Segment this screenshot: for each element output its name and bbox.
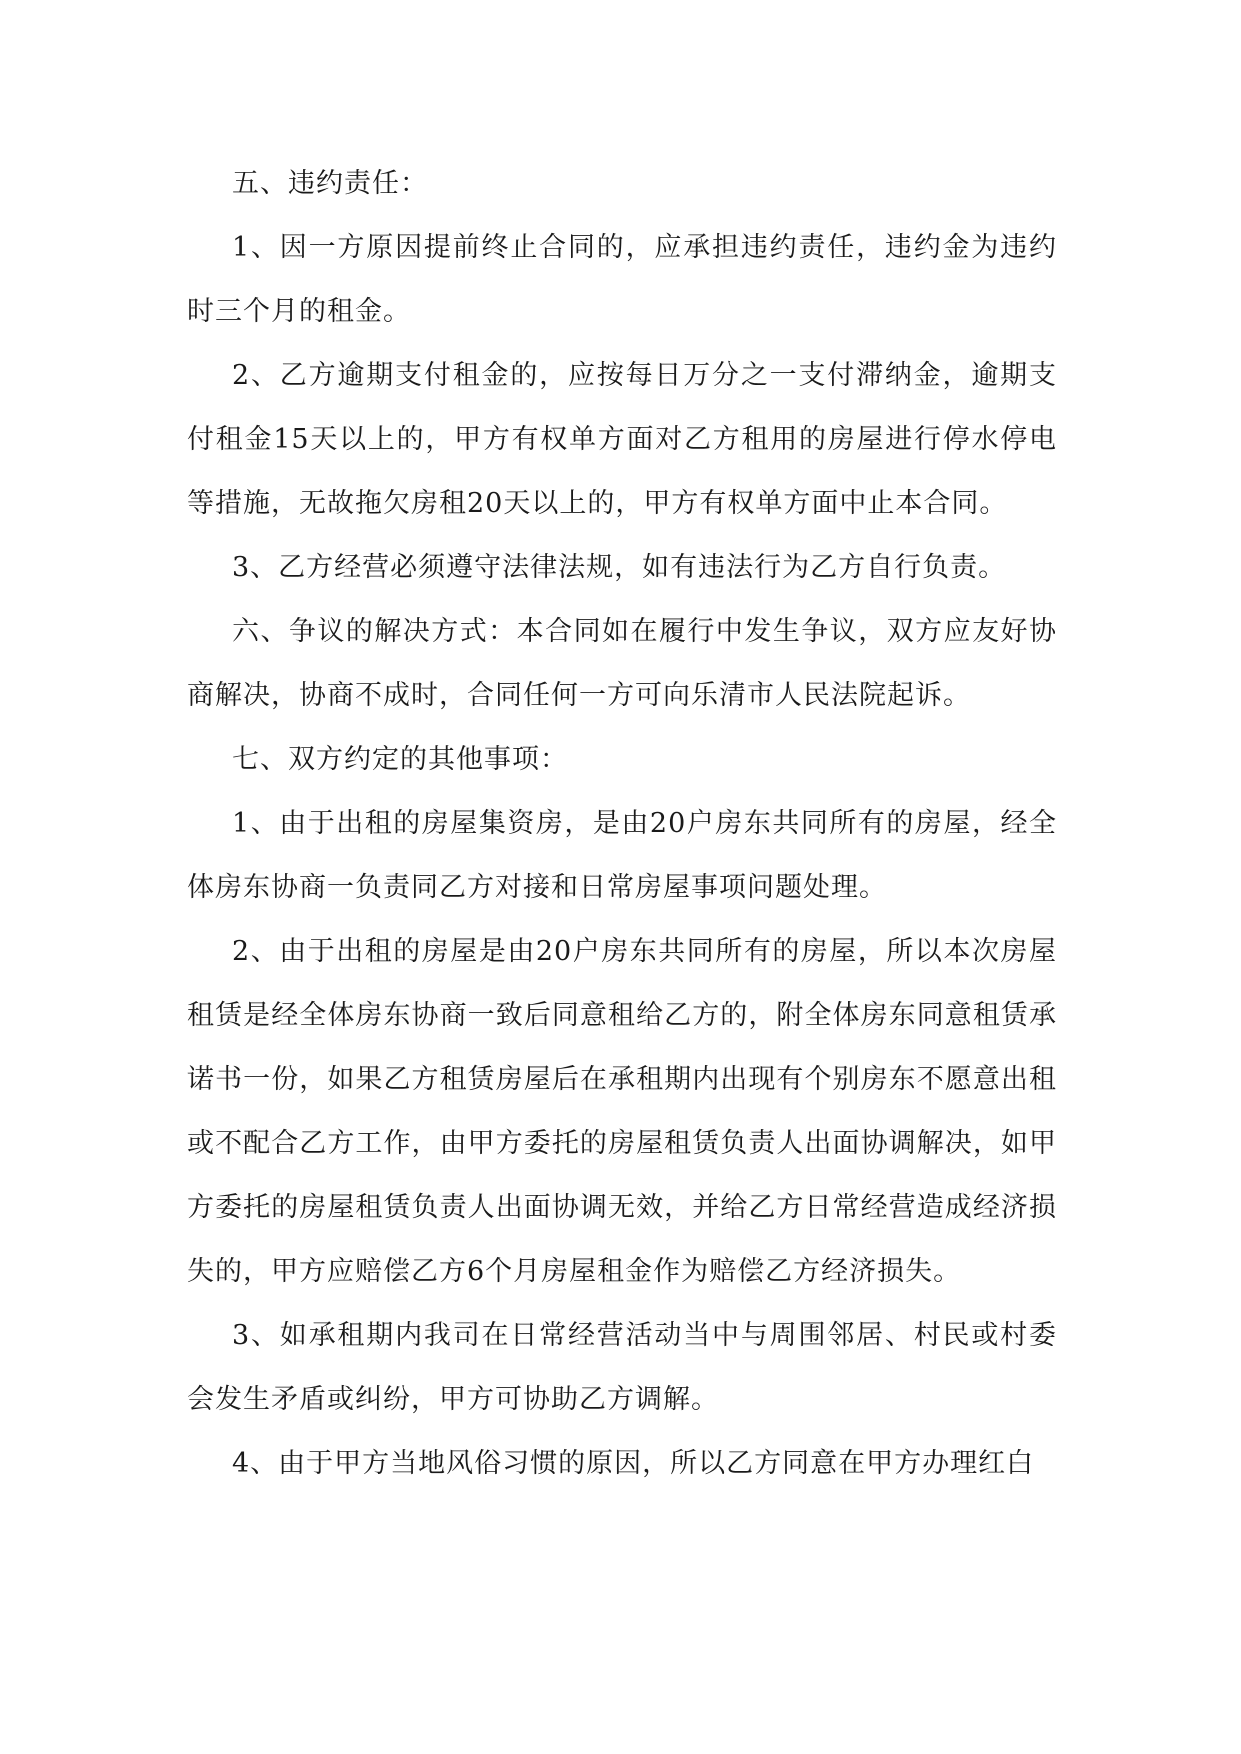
section-heading-breach-liability: 五、违约责任： — [232, 168, 428, 199]
paragraph-breach-item-2: 2、乙方逾期支付租金的，应按每日万分之一支付滞纳金，逾期支付租金15天以上的，甲方有权单方面对乙方租用的房屋进行停水停电等措施，无故拖欠房租20天以上的，甲方有权单方面中止本合同。 — [187, 360, 1057, 519]
paragraph-breach-item-3: 3、乙方经营必须遵守法律法规，如有违法行为乙方自行负责。 — [232, 552, 1007, 583]
paragraph-other-item-4: 4、由于甲方当地风俗习惯的原因，所以乙方同意在甲方办理红白 — [232, 1448, 1035, 1479]
paragraph-breach-item-1: 1、因一方原因提前终止合同的，应承担违约责任，违约金为违约时三个月的租金。 — [187, 232, 1057, 327]
paragraph-other-item-1: 1、由于出租的房屋集资房，是由20户房东共同所有的房屋，经全体房东协商一负责同乙方对接和日常房屋事项问题处理。 — [187, 808, 1057, 903]
paragraph-other-item-3: 3、如承租期内我司在日常经营活动当中与周围邻居、村民或村委会发生矛盾或纠纷，甲方可协助乙方调解。 — [187, 1320, 1057, 1415]
document-body — [187, 152, 1057, 1496]
section-dispute-resolution: 六、争议的解决方式：本合同如在履行中发生争议，双方应友好协商解决，协商不成时，合同任何一方可向乐清市人民法院起诉。 — [187, 616, 1057, 711]
paragraph-other-item-2: 2、由于出租的房屋是由20户房东共同所有的房屋，所以本次房屋租赁是经全体房东协商一致后同意租给乙方的，附全体房东同意租赁承诺书一份，如果乙方租赁房屋后在承租期内出现有个别房东不愿意出租或不配合乙方工作，由甲方委托的房屋租赁负责人出面协调解决，如甲方委托的房屋租赁负责人出面协调无效，并给乙方日常经营造成经济损失的，甲方应赔偿乙方6个月房屋租金作为赔偿乙方经济损失。 — [187, 936, 1057, 1287]
section-heading-other-matters: 七、双方约定的其他事项： — [232, 744, 568, 775]
